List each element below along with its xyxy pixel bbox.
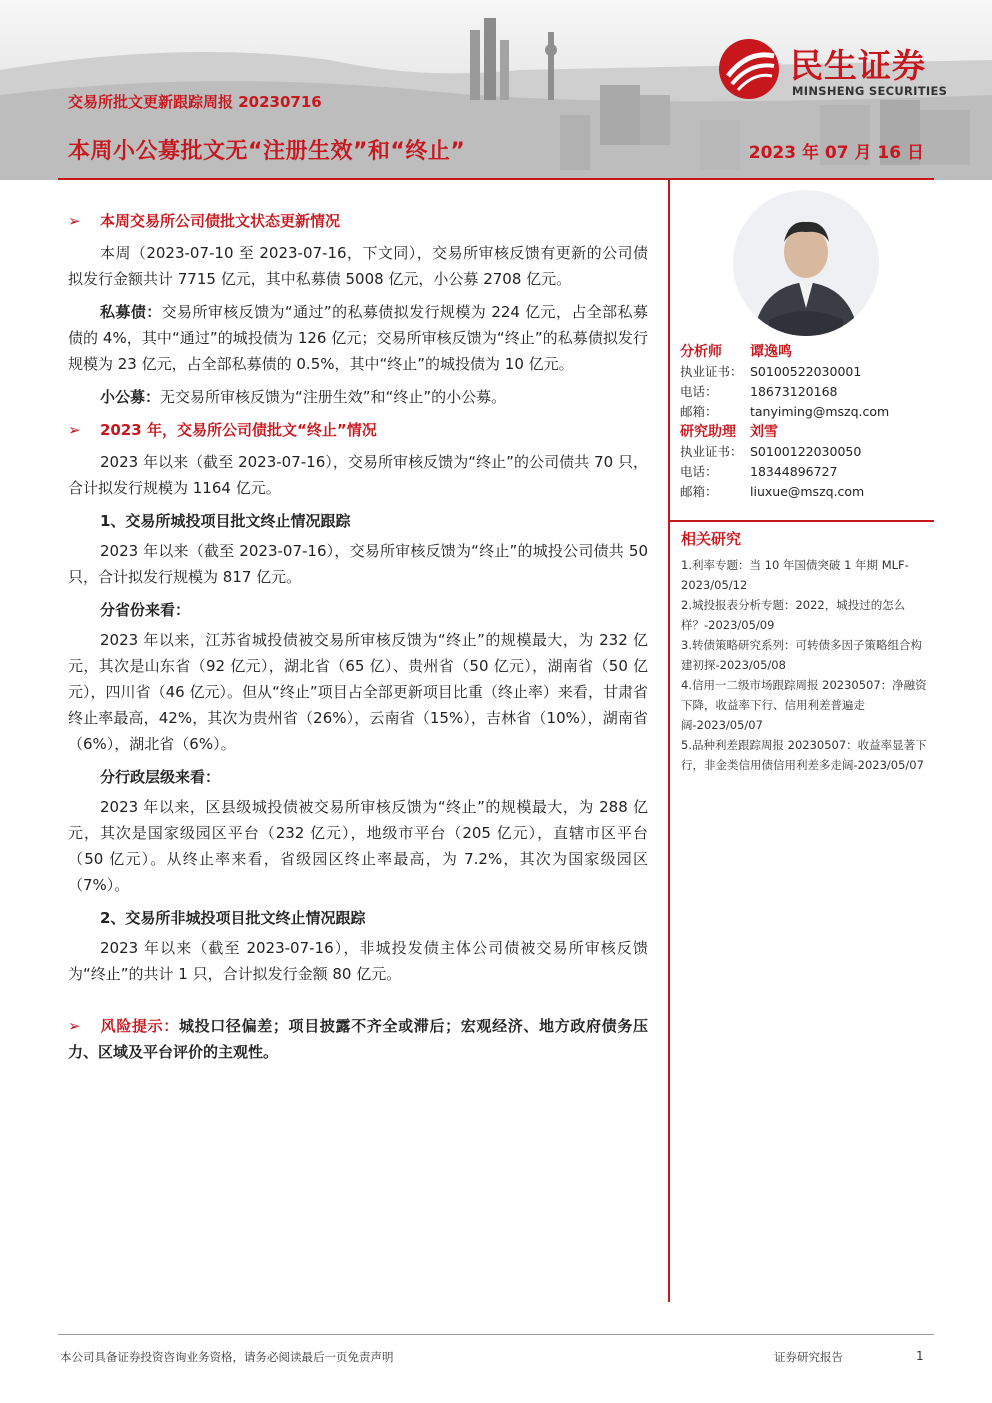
analyst-photo <box>733 190 879 336</box>
related-divider <box>668 520 934 522</box>
report-series-title: 交易所批文更新跟踪周报 20230716 <box>68 93 322 111</box>
paragraph-private <box>68 299 648 377</box>
paragraph: 本周（2023-07-10 至 2023-07-16，下文同），交易所审核反馈有更新的公司债拟发行金额共计 7715 亿元，其中私募债 5008 亿元，小公募 2708 亿元。 <box>68 244 648 288</box>
main-content <box>68 208 648 1072</box>
mail-label: 邮箱： <box>680 484 718 499</box>
arrow-bullet-icon: ➢ <box>68 1017 81 1035</box>
footer-report-type: 证券研究报告 <box>774 1350 843 1364</box>
report-date: 2023 年 07 月 16 日 <box>748 143 924 163</box>
analyst-mail-row <box>680 402 934 422</box>
assistant-tel: 18344896727 <box>750 464 838 479</box>
logo-text-cn: 民生证券 <box>790 46 926 85</box>
related-item[interactable]: 3.转债策略研究系列：可转债多因子策略组合构建初探-2023/05/08 <box>681 638 922 672</box>
analyst-license-row <box>680 362 934 382</box>
minsheng-logo-icon <box>718 38 782 100</box>
license-label: 执业证书： <box>680 364 743 379</box>
subheading-chengtou: 1、交易所城投项目批文终止情况跟踪 <box>100 512 351 530</box>
arrow-bullet-icon: ➢ <box>68 212 81 230</box>
related-item[interactable]: 4.信用一二级市场跟踪周报 20230507：净融资下降，收益率下行、信用利差普遍走阔-2023/05/07 <box>681 678 927 732</box>
paragraph: 2023 年以来（截至 2023-07-16），交易所审核反馈为“终止”的城投公司债共 50 只，合计拟发行规模为 817 亿元。 <box>68 542 648 586</box>
assistant-name: 刘雪 <box>750 424 778 440</box>
section-heading-weekly <box>68 208 648 234</box>
risk-label: 风险提示： <box>100 1017 179 1035</box>
paragraph: 2023 年以来（截至 2023-07-16），非城投发债主体公司债被交易所审核反馈为“终止”的共计 1 只，合计拟发行金额 80 亿元。 <box>68 939 648 983</box>
footer-divider <box>58 1334 934 1335</box>
section-title: 本周交易所公司债批文状态更新情况 <box>100 212 341 230</box>
analyst-portrait-image <box>733 190 879 336</box>
related-item[interactable]: 5.品种利差跟踪周报 20230507：收益率显著下行，非金类信用债信用利差多走阔-2023/05/07 <box>681 738 927 772</box>
assistant-row <box>680 422 934 442</box>
logo-text-en: MINSHENG SECURITIES <box>792 84 948 98</box>
page-number: 1 <box>916 1349 924 1363</box>
risk-warning <box>68 1013 648 1065</box>
label-private: 私募债： <box>100 303 162 321</box>
license-label: 执业证书： <box>680 444 743 459</box>
report-main-title: 本周小公募批文无“注册生效”和“终止” <box>68 139 466 164</box>
header-divider <box>58 178 934 180</box>
subheading-admin-level: 分行政层级来看： <box>100 768 221 786</box>
related-item[interactable]: 1.利率专题：当 10 年国债突破 1 年期 MLF-2023/05/12 <box>681 558 909 592</box>
arrow-bullet-icon: ➢ <box>68 421 81 439</box>
assistant-license: S0100122030050 <box>750 444 862 459</box>
paragraph: 2023 年以来，区县级城投债被交易所审核反馈为“终止”的规模最大，为 288 亿元，其次是国家级园区平台（232 亿元），地级市平台（205 亿元），直辖市区平台（50 亿元）。从终止率来看，省级园区终止率最高，为 7.2%，其次为国家级园区（7%）。 <box>68 798 648 894</box>
related-research-list <box>681 555 929 775</box>
section-title: 2023 年，交易所公司债批文“终止”情况 <box>100 421 377 439</box>
minsheng-logo <box>718 38 968 100</box>
footer-disclaimer: 本公司具备证券投资咨询业务资格，请务必阅读最后一页免责声明 <box>60 1350 394 1364</box>
paragraph-public <box>68 384 648 410</box>
analyst-license: S0100522030001 <box>750 364 862 379</box>
tel-label: 电话： <box>680 464 718 479</box>
analyst-role: 分析师 <box>680 344 722 360</box>
tel-label: 电话： <box>680 384 718 399</box>
assistant-license-row <box>680 442 934 462</box>
subheading-non-chengtou: 2、交易所非城投项目批文终止情况跟踪 <box>100 909 366 927</box>
analyst-tel-row <box>680 382 934 402</box>
analyst-email[interactable]: tanyiming@mszq.com <box>750 404 890 419</box>
assistant-tel-row <box>680 462 934 482</box>
paragraph: 2023 年以来，江苏省城投债被交易所审核反馈为“终止”的规模最大，为 232 亿元，其次是山东省（92 亿元），湖北省（65 亿）、贵州省（50 亿元），湖南省（50 亿元），四川省（46 亿元）。但从“终止”项目占全部更新项目比重（终止率）来看，甘肃省终止率最高，42%，其次为贵州省（26%），云南省（15%），吉林省（10%），湖南省（6%），湖北省（6%）。 <box>68 631 648 753</box>
mail-label: 邮箱： <box>680 404 718 419</box>
column-divider <box>668 180 670 1302</box>
assistant-mail-row <box>680 482 934 502</box>
analyst-row <box>680 342 934 362</box>
analyst-block <box>680 342 934 502</box>
paragraph-text: 无交易所审核反馈为“注册生效”和“终止”的小公募。 <box>160 388 507 406</box>
assistant-email[interactable]: liuxue@mszq.com <box>750 484 865 499</box>
related-research-title: 相关研究 <box>681 530 742 548</box>
section-heading-2023 <box>68 417 648 443</box>
paragraph-text: 交易所审核反馈为“通过”的私募债拟发行规模为 224 亿元，占全部私募债的 4%，其中“通过”的城投债为 126 亿元；交易所审核反馈为“终止”的私募债拟发行规模为 23 亿元，占全部私募债的 0.5%，其中“终止”的城投债为 10 亿元。 <box>68 303 648 373</box>
related-item[interactable]: 2.城投报表分析专题：2022，城投过的怎么样？-2023/05/09 <box>681 598 906 632</box>
assistant-role: 研究助理 <box>680 424 736 440</box>
label-public: 小公募： <box>100 388 161 406</box>
analyst-tel: 18673120168 <box>750 384 838 399</box>
analyst-name: 谭逸鸣 <box>750 344 792 360</box>
paragraph: 2023 年以来（截至 2023-07-16），交易所审核反馈为“终止”的公司债共 70 只，合计拟发行规模为 1164 亿元。 <box>68 453 648 497</box>
subheading-province: 分省份来看： <box>100 601 191 619</box>
risk-text: 城投口径偏差；项目披露不齐全或滞后；宏观经济、地方政府债务压力、区域及平台评价的主观性。 <box>68 1017 648 1061</box>
